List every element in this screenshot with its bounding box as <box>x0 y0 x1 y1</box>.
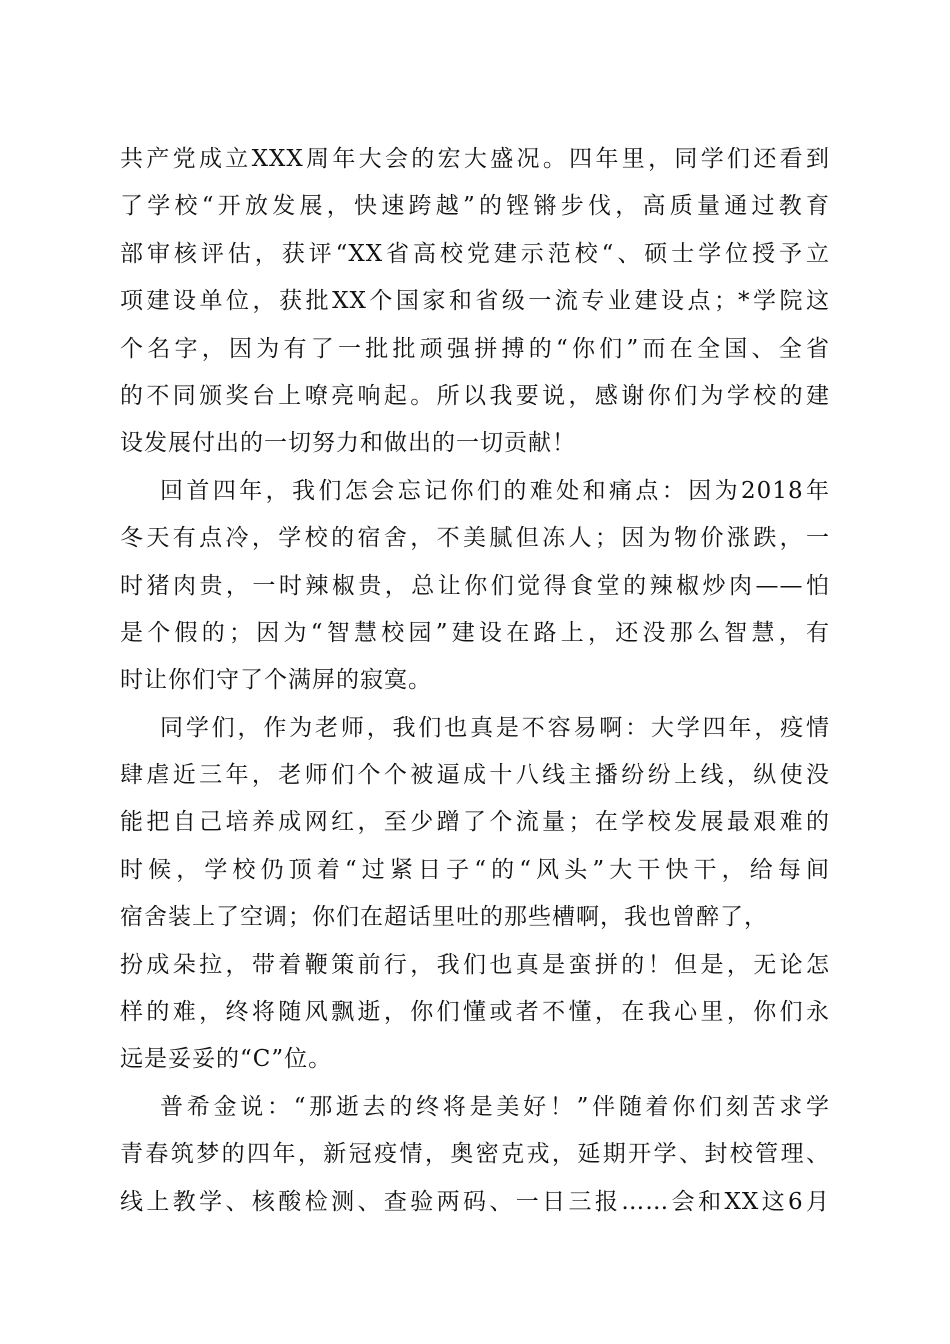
text-line: 设发展付出的一切努力和做出的一切贡献！ <box>120 430 576 457</box>
text-line: 时让你们守了个满屏的寂寞。 <box>120 667 432 694</box>
text-line: 远是妥妥的“C”位。 <box>120 1046 333 1073</box>
text-line: 了学校“开放发展，快速跨越”的铿锵步伐，高质量通过教育 <box>120 193 830 220</box>
text-line: 时猪肉贵，一时辣椒贵，总让你们觉得食堂的辣椒炒肉——怕 <box>120 572 830 599</box>
text-line: 扮成朵拉，带着鞭策前行，我们也真是蛮拼的！但是，无论怎 <box>120 951 830 978</box>
text-line: 冬天有点冷，学校的宿舍，不美腻但冻人；因为物价涨跌，一 <box>120 525 830 552</box>
text-line: 宿舍装上了空调；你们在超话里吐的那些槽啊，我也曾醉了， <box>120 904 768 931</box>
text-line: 共产党成立XXX周年大会的宏大盛况。四年里，同学们还看到 <box>120 146 830 172</box>
paragraph-start-line: 同学们，作为老师，我们也真是不容易啊：大学四年，疫情 <box>160 714 830 741</box>
paragraph-start-line: 回首四年，我们怎会忘记你们的难处和痛点：因为2018年 <box>160 477 830 504</box>
text-line: 的不同颁奖台上嘹亮响起。所以我要说，感谢你们为学校的建 <box>120 382 830 409</box>
paragraph-start-line: 普希金说：“那逝去的终将是美好！”伴随着你们刻苦求学 <box>160 1093 830 1120</box>
text-line: 部审核评估，获评“XX省高校党建示范校“、硕士学位授予立 <box>120 240 830 267</box>
body-text <box>120 140 830 1230</box>
text-line: 样的难，终将随风飘逝，你们懂或者不懂，在我心里，你们永 <box>120 999 830 1026</box>
text-line: 青春筑梦的四年，新冠疫情，奥密克戎，延期开学、封校管理、 <box>120 1141 830 1168</box>
text-line: 是个假的；因为“智慧校园”建设在路上，还没那么智慧，有 <box>120 619 830 646</box>
text-line: 线上教学、核酸检测、查验两码、一日三报……会和XX这6月 <box>120 1188 830 1215</box>
text-line: 项建设单位，获批XX个国家和省级一流专业建设点；*学院这 <box>120 288 830 315</box>
text-line: 时候，学校仍顶着“过紧日子“的“风头”大干快干，给每间 <box>120 856 830 883</box>
text-line: 肆虐近三年，老师们个个被逼成十八线主播纷纷上线，纵使没 <box>120 762 830 789</box>
text-line: 能把自己培养成网红，至少蹭了个流量；在学校发展最艰难的 <box>120 809 830 836</box>
text-line: 个名字，因为有了一批批顽强拼搏的“你们”而在全国、全省 <box>120 335 830 362</box>
